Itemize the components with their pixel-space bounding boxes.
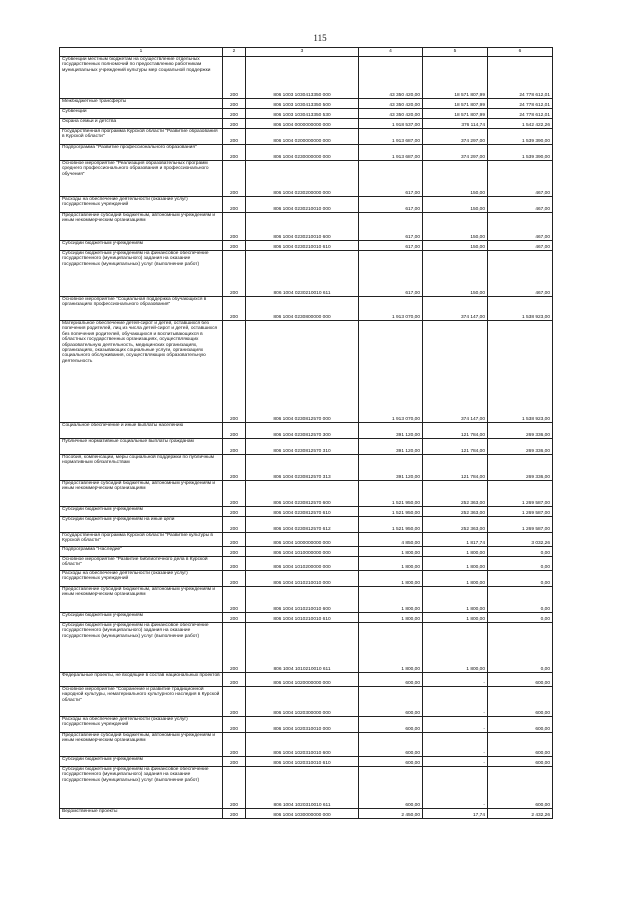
- line-code-cell: 200: [223, 99, 246, 109]
- unexecuted-amount-cell: 269 336,00: [488, 423, 553, 439]
- line-code-cell: 200: [223, 547, 246, 557]
- classification-code-cell: 806 1004 1010210010 600: [246, 587, 359, 613]
- table-row: [60, 145, 553, 161]
- line-code-cell: 200: [223, 145, 246, 161]
- table-row: [60, 717, 553, 733]
- table-row: [60, 517, 553, 533]
- description-cell: Субсидии бюджетным учреждениям: [60, 507, 223, 517]
- description-cell: Основное мероприятие "Развитие библиотечного дела в Курской области": [60, 557, 223, 571]
- unexecuted-amount-cell: 3 032,26: [488, 533, 553, 547]
- unexecuted-amount-cell: 1 539 390,00: [488, 145, 553, 161]
- executed-amount-cell: 1 800,00: [423, 547, 488, 557]
- executed-amount-cell: 121 784,00: [423, 455, 488, 481]
- description-cell: Субсидии бюджетным учреждениям: [60, 613, 223, 623]
- unexecuted-amount-cell: 600,00: [488, 673, 553, 687]
- executed-amount-cell: 150,00: [423, 213, 488, 241]
- table-row: [60, 687, 553, 717]
- table-row: [60, 213, 553, 241]
- classification-code-cell: 806 1004 0230210010 610: [246, 241, 359, 251]
- table-row: [60, 241, 553, 251]
- approved-amount-cell: 617,00: [359, 161, 423, 197]
- line-code-cell: 200: [223, 517, 246, 533]
- executed-amount-cell: 374 297,00: [423, 129, 488, 145]
- unexecuted-amount-cell: 0,00: [488, 613, 553, 623]
- table-row: [60, 439, 553, 455]
- unexecuted-amount-cell: 269 336,00: [488, 439, 553, 455]
- classification-code-cell: 806 1004 0230000000 000: [246, 145, 359, 161]
- header-row: [60, 48, 553, 57]
- classification-code-cell: 806 1003 1030413350 000: [246, 57, 359, 99]
- table-row: [60, 297, 553, 321]
- approved-amount-cell: 600,00: [359, 733, 423, 757]
- line-code-cell: 200: [223, 455, 246, 481]
- description-cell: Расходы на обеспечение деятельности (оказание услуг) государственных учреждений: [60, 197, 223, 213]
- classification-code-cell: 806 1004 1020310010 610: [246, 757, 359, 767]
- approved-amount-cell: 43 350 420,00: [359, 99, 423, 109]
- header-cell: 4: [359, 48, 423, 57]
- approved-amount-cell: 617,00: [359, 241, 423, 251]
- unexecuted-amount-cell: 467,00: [488, 161, 553, 197]
- executed-amount-cell: 252 363,00: [423, 517, 488, 533]
- header-cell: 1: [60, 48, 223, 57]
- description-cell: Предоставление субсидий бюджетным, автономным учреждениям и иным некоммерческим организациям: [60, 587, 223, 613]
- classification-code-cell: 806 1004 0230800000 000: [246, 297, 359, 321]
- executed-amount-cell: -: [423, 717, 488, 733]
- table-row: [60, 423, 553, 439]
- approved-amount-cell: 1 800,00: [359, 613, 423, 623]
- classification-code-cell: 806 1004 0230812570 600: [246, 481, 359, 507]
- line-code-cell: 200: [223, 623, 246, 673]
- header-cell: 2: [223, 48, 246, 57]
- executed-amount-cell: 18 571 807,99: [423, 109, 488, 119]
- line-code-cell: 200: [223, 757, 246, 767]
- approved-amount-cell: 1 913 070,00: [359, 321, 423, 423]
- table-row: [60, 197, 553, 213]
- executed-amount-cell: 1 800,00: [423, 587, 488, 613]
- line-code-cell: 200: [223, 717, 246, 733]
- table-row: [60, 99, 553, 109]
- executed-amount-cell: -: [423, 767, 488, 809]
- description-cell: Основное мероприятие "Реализация образовательных программ среднего профессионального образования и профессионального обучения": [60, 161, 223, 197]
- line-code-cell: 200: [223, 129, 246, 145]
- line-code-cell: 200: [223, 673, 246, 687]
- description-cell: Подпрограмма "Наследие": [60, 547, 223, 557]
- line-code-cell: 200: [223, 119, 246, 129]
- approved-amount-cell: 1 800,00: [359, 587, 423, 613]
- table-row: [60, 809, 553, 819]
- table-row: [60, 533, 553, 547]
- description-cell: Подпрограмма "Развитие профессионального образования": [60, 145, 223, 161]
- classification-code-cell: 806 1004 1020300000 000: [246, 687, 359, 717]
- executed-amount-cell: 1 800,00: [423, 557, 488, 571]
- executed-amount-cell: 374 297,00: [423, 145, 488, 161]
- description-cell: Охрана семьи и детства: [60, 119, 223, 129]
- approved-amount-cell: 1 521 950,00: [359, 481, 423, 507]
- description-cell: Субсидии бюджетным учреждениям на финансовое обеспечение государственного (муниципального) задания на оказание государственных (муниципальных) услуг (выполнение работ): [60, 251, 223, 297]
- table-row: [60, 321, 553, 423]
- description-cell: Социальное обеспечение и иные выплаты населению: [60, 423, 223, 439]
- line-code-cell: 200: [223, 423, 246, 439]
- classification-code-cell: 806 1004 1010210010 610: [246, 613, 359, 623]
- executed-amount-cell: 374 147,00: [423, 297, 488, 321]
- classification-code-cell: 806 1004 0230812570 313: [246, 455, 359, 481]
- description-cell: Основное мероприятие "Сохранение и развитие традиционной народной культуры, нематериального культурного наследия в Курской области": [60, 687, 223, 717]
- header-cell: 3: [246, 48, 359, 57]
- unexecuted-amount-cell: 1 269 587,00: [488, 517, 553, 533]
- executed-amount-cell: 374 147,00: [423, 321, 488, 423]
- approved-amount-cell: 617,00: [359, 197, 423, 213]
- approved-amount-cell: 600,00: [359, 717, 423, 733]
- header-cell: 5: [423, 48, 488, 57]
- line-code-cell: 200: [223, 321, 246, 423]
- table-row: [60, 571, 553, 587]
- executed-amount-cell: -: [423, 673, 488, 687]
- approved-amount-cell: 1 913 070,00: [359, 297, 423, 321]
- unexecuted-amount-cell: 1 542 422,26: [488, 119, 553, 129]
- classification-code-cell: 806 1004 0230812570 000: [246, 321, 359, 423]
- line-code-cell: 200: [223, 767, 246, 809]
- unexecuted-amount-cell: 0,00: [488, 571, 553, 587]
- line-code-cell: 200: [223, 297, 246, 321]
- approved-amount-cell: 1 800,00: [359, 571, 423, 587]
- unexecuted-amount-cell: 269 336,00: [488, 455, 553, 481]
- description-cell: Пособия, компенсации, меры социальной поддержки по публичным нормативным обязательствам: [60, 455, 223, 481]
- classification-code-cell: 806 1004 1020000000 000: [246, 673, 359, 687]
- description-cell: Субсидии бюджетным учреждениям: [60, 757, 223, 767]
- table-row: [60, 557, 553, 571]
- unexecuted-amount-cell: 0,00: [488, 557, 553, 571]
- classification-code-cell: 806 1004 0230812570 610: [246, 507, 359, 517]
- description-cell: Субвенции: [60, 109, 223, 119]
- approved-amount-cell: 600,00: [359, 757, 423, 767]
- line-code-cell: 200: [223, 251, 246, 297]
- executed-amount-cell: 376 114,74: [423, 119, 488, 129]
- executed-amount-cell: 1 800,00: [423, 613, 488, 623]
- description-cell: Государственная программа Курской области "Развитие образования в Курской области": [60, 129, 223, 145]
- classification-code-cell: 806 1004 1030000000 000: [246, 809, 359, 819]
- approved-amount-cell: 1 800,00: [359, 557, 423, 571]
- unexecuted-amount-cell: 1 269 587,00: [488, 481, 553, 507]
- approved-amount-cell: 391 120,00: [359, 439, 423, 455]
- unexecuted-amount-cell: 24 778 612,01: [488, 99, 553, 109]
- executed-amount-cell: 121 784,00: [423, 439, 488, 455]
- classification-code-cell: 806 1003 1030413350 530: [246, 109, 359, 119]
- executed-amount-cell: -: [423, 757, 488, 767]
- approved-amount-cell: 1 800,00: [359, 623, 423, 673]
- unexecuted-amount-cell: 600,00: [488, 767, 553, 809]
- executed-amount-cell: 150,00: [423, 161, 488, 197]
- unexecuted-amount-cell: 467,00: [488, 241, 553, 251]
- line-code-cell: 200: [223, 533, 246, 547]
- classification-code-cell: 806 1003 1030413350 500: [246, 99, 359, 109]
- unexecuted-amount-cell: 600,00: [488, 717, 553, 733]
- executed-amount-cell: 17,74: [423, 809, 488, 819]
- description-cell: Субсидии бюджетным учреждениям на финансовое обеспечение государственного (муниципального) задания на оказание государственных (муниципальных) услуг (выполнение работ): [60, 623, 223, 673]
- table-row: [60, 587, 553, 613]
- executed-amount-cell: 150,00: [423, 251, 488, 297]
- approved-amount-cell: 1 918 537,00: [359, 119, 423, 129]
- table-row: [60, 251, 553, 297]
- description-cell: Межбюджетные трансферты: [60, 99, 223, 109]
- executed-amount-cell: 18 571 807,99: [423, 99, 488, 109]
- unexecuted-amount-cell: 1 538 923,00: [488, 297, 553, 321]
- unexecuted-amount-cell: 1 269 587,00: [488, 507, 553, 517]
- approved-amount-cell: 391 120,00: [359, 455, 423, 481]
- classification-code-cell: 806 1004 0230210010 000: [246, 197, 359, 213]
- table-row: [60, 129, 553, 145]
- classification-code-cell: 806 1004 1010210010 611: [246, 623, 359, 673]
- approved-amount-cell: 617,00: [359, 251, 423, 297]
- table-row: [60, 613, 553, 623]
- classification-code-cell: 806 1004 0200000000 000: [246, 129, 359, 145]
- line-code-cell: 200: [223, 197, 246, 213]
- description-cell: Предоставление субсидий бюджетным, автономным учреждениям и иным некоммерческим организациям: [60, 733, 223, 757]
- line-code-cell: 200: [223, 687, 246, 717]
- executed-amount-cell: 1 800,00: [423, 623, 488, 673]
- unexecuted-amount-cell: 467,00: [488, 213, 553, 241]
- line-code-cell: 200: [223, 109, 246, 119]
- line-code-cell: 200: [223, 613, 246, 623]
- classification-code-cell: 806 1004 0230200000 000: [246, 161, 359, 197]
- unexecuted-amount-cell: 600,00: [488, 757, 553, 767]
- executed-amount-cell: -: [423, 687, 488, 717]
- description-cell: Федеральные проекты, не входящие в состав национальных проектов: [60, 673, 223, 687]
- unexecuted-amount-cell: 600,00: [488, 733, 553, 757]
- executed-amount-cell: 252 363,00: [423, 481, 488, 507]
- table-row: [60, 673, 553, 687]
- approved-amount-cell: 1 913 687,00: [359, 129, 423, 145]
- classification-code-cell: 806 1004 1010200000 000: [246, 557, 359, 571]
- unexecuted-amount-cell: 24 778 612,01: [488, 109, 553, 119]
- unexecuted-amount-cell: 1 539 390,00: [488, 129, 553, 145]
- table-row: [60, 119, 553, 129]
- description-cell: Публичные нормативные социальные выплаты гражданам: [60, 439, 223, 455]
- executed-amount-cell: 150,00: [423, 197, 488, 213]
- classification-code-cell: 806 1004 0230812570 300: [246, 423, 359, 439]
- executed-amount-cell: 1 817,74: [423, 533, 488, 547]
- unexecuted-amount-cell: 0,00: [488, 547, 553, 557]
- line-code-cell: 200: [223, 587, 246, 613]
- description-cell: Материальное обеспечение детей-сирот и детей, оставшихся без попечения родителей, лиц из числа детей-сирот и детей, оставшихся без попечения родителей, обучающихся и воспитывающихся в областных государственных организациях, осуществляющих образовательную деятельность, медицинских организациях, организациях, оказывающих социальные услуги, организациях социального обслуживания, осуществляющих образовательную деятельность: [60, 321, 223, 423]
- approved-amount-cell: 1 521 950,00: [359, 517, 423, 533]
- classification-code-cell: 806 1004 0230210010 611: [246, 251, 359, 297]
- unexecuted-amount-cell: 600,00: [488, 687, 553, 717]
- executed-amount-cell: 150,00: [423, 241, 488, 251]
- classification-code-cell: 806 1004 0230812570 612: [246, 517, 359, 533]
- line-code-cell: 200: [223, 57, 246, 99]
- description-cell: Расходы на обеспечение деятельности (оказание услуг) государственных учреждений: [60, 717, 223, 733]
- executed-amount-cell: 121 784,00: [423, 423, 488, 439]
- description-cell: Субвенции местным бюджетам на осуществление отдельных государственных полномочий по предоставлению работникам муниципальных учреждений культуры мер социальной поддержки: [60, 57, 223, 99]
- line-code-cell: 200: [223, 481, 246, 507]
- table-row: [60, 507, 553, 517]
- description-cell: Государственная программа Курской области "Развитие культуры в Курской области": [60, 533, 223, 547]
- classification-code-cell: 806 1004 1020310010 600: [246, 733, 359, 757]
- approved-amount-cell: 1 800,00: [359, 547, 423, 557]
- classification-code-cell: 806 1004 1010210010 000: [246, 571, 359, 587]
- classification-code-cell: 806 1004 0230210010 600: [246, 213, 359, 241]
- line-code-cell: 200: [223, 507, 246, 517]
- description-cell: Предоставление субсидий бюджетным, автономным учреждениям и иным некоммерческим организациям: [60, 481, 223, 507]
- description-cell: Субсидии бюджетным учреждениям на финансовое обеспечение государственного (муниципального) задания на оказание государственных (муниципальных) услуг (выполнение работ): [60, 767, 223, 809]
- unexecuted-amount-cell: 2 432,26: [488, 809, 553, 819]
- executed-amount-cell: 1 800,00: [423, 571, 488, 587]
- line-code-cell: 200: [223, 439, 246, 455]
- approved-amount-cell: 600,00: [359, 673, 423, 687]
- table-row: [60, 161, 553, 197]
- line-code-cell: 200: [223, 557, 246, 571]
- approved-amount-cell: 1 521 950,00: [359, 507, 423, 517]
- classification-code-cell: 806 1004 1000000000 000: [246, 533, 359, 547]
- approved-amount-cell: 600,00: [359, 687, 423, 717]
- executed-amount-cell: 18 571 807,99: [423, 57, 488, 99]
- approved-amount-cell: 2 450,00: [359, 809, 423, 819]
- classification-code-cell: 806 1004 1020310010 000: [246, 717, 359, 733]
- approved-amount-cell: 600,00: [359, 767, 423, 809]
- description-cell: Субсидии бюджетным учреждениям: [60, 241, 223, 251]
- description-cell: Расходы на обеспечение деятельности (оказание услуг) государственных учреждений: [60, 571, 223, 587]
- table-row: [60, 733, 553, 757]
- classification-code-cell: 806 1004 1020310010 611: [246, 767, 359, 809]
- unexecuted-amount-cell: 0,00: [488, 587, 553, 613]
- table-row: [60, 767, 553, 809]
- executed-amount-cell: 252 363,00: [423, 507, 488, 517]
- line-code-cell: 200: [223, 809, 246, 819]
- approved-amount-cell: 1 913 687,00: [359, 145, 423, 161]
- approved-amount-cell: 43 350 420,00: [359, 109, 423, 119]
- description-cell: Основное мероприятие "Социальная поддержка обучающихся в организациях профессионального образования": [60, 297, 223, 321]
- table-row: [60, 481, 553, 507]
- unexecuted-amount-cell: 1 538 923,00: [488, 321, 553, 423]
- unexecuted-amount-cell: 467,00: [488, 197, 553, 213]
- unexecuted-amount-cell: 467,00: [488, 251, 553, 297]
- classification-code-cell: 806 1004 1010000000 000: [246, 547, 359, 557]
- table-row: [60, 57, 553, 99]
- budget-table: [59, 47, 553, 819]
- table-row: [60, 109, 553, 119]
- description-cell: Субсидии бюджетным учреждениям на иные цели: [60, 517, 223, 533]
- line-code-cell: 200: [223, 213, 246, 241]
- page-number: 115: [313, 33, 327, 43]
- approved-amount-cell: 617,00: [359, 213, 423, 241]
- table-row: [60, 757, 553, 767]
- table-row: [60, 623, 553, 673]
- budget-table-body: [60, 48, 553, 819]
- table-row: [60, 547, 553, 557]
- approved-amount-cell: 43 350 420,00: [359, 57, 423, 99]
- description-cell: Предоставление субсидий бюджетным, автономным учреждениям и иным некоммерческим организациям: [60, 213, 223, 241]
- unexecuted-amount-cell: 0,00: [488, 623, 553, 673]
- line-code-cell: 200: [223, 733, 246, 757]
- description-cell: Ведомственные проекты: [60, 809, 223, 819]
- classification-code-cell: 806 1004 0000000000 000: [246, 119, 359, 129]
- line-code-cell: 200: [223, 571, 246, 587]
- table-row: [60, 455, 553, 481]
- line-code-cell: 200: [223, 241, 246, 251]
- unexecuted-amount-cell: 24 778 612,01: [488, 57, 553, 99]
- classification-code-cell: 806 1004 0230812570 310: [246, 439, 359, 455]
- line-code-cell: 200: [223, 161, 246, 197]
- approved-amount-cell: 391 120,00: [359, 423, 423, 439]
- approved-amount-cell: 4 850,00: [359, 533, 423, 547]
- executed-amount-cell: -: [423, 733, 488, 757]
- header-cell: 6: [488, 48, 553, 57]
